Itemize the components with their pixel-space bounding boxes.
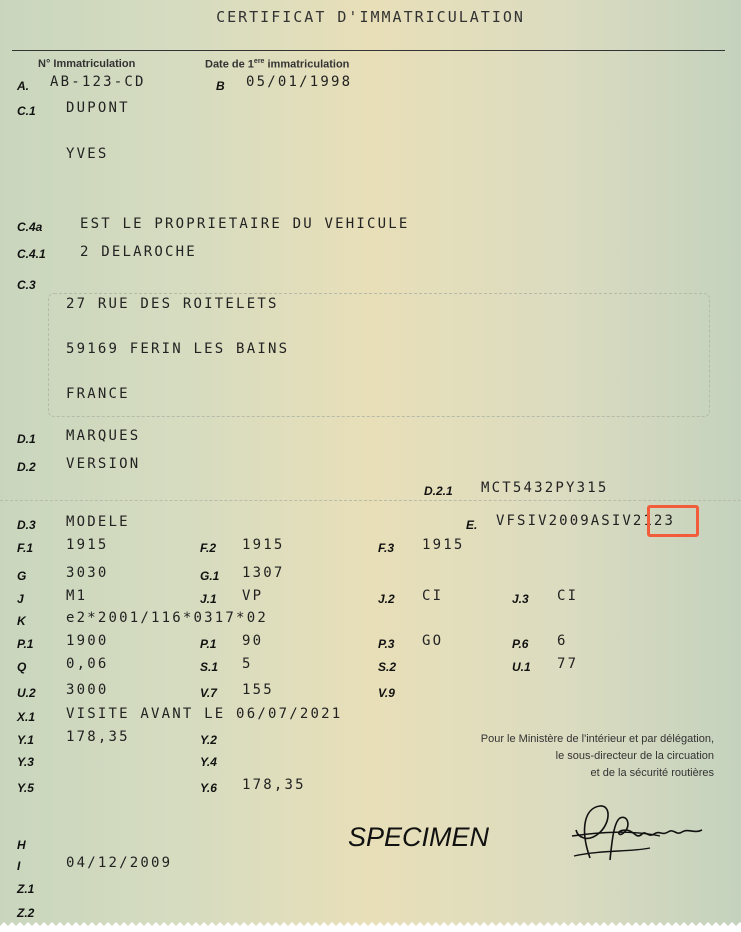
code-U1: U.1: [512, 660, 531, 674]
value-J: M1: [66, 588, 88, 604]
code-F1: F.1: [17, 541, 34, 555]
code-C3: C.3: [17, 278, 36, 292]
value-G1: 1307: [242, 565, 285, 581]
value-P1: 1900: [66, 633, 109, 649]
value-first-registration-date: 05/01/1998: [246, 74, 353, 90]
code-Y1: Y.1: [17, 733, 34, 747]
value-owner-count: 2 DELAROCHE: [80, 244, 197, 260]
value-X1: VISITE AVANT LE 06/07/2021: [66, 706, 343, 722]
code-Y2: Y.2: [200, 733, 217, 747]
code-J1: J.1: [200, 592, 217, 606]
code-F2: F.2: [200, 541, 217, 555]
code-G: G: [17, 569, 27, 583]
value-first-name: YVES: [66, 146, 109, 162]
code-S2: S.2: [378, 660, 397, 674]
ministry-line-1: Pour le Ministère de l'intérieur et par délégation,: [480, 733, 714, 745]
code-V9: V.9: [378, 686, 395, 700]
value-J3: CI: [557, 588, 579, 604]
code-S1: S.1: [200, 660, 219, 674]
highlight-box: [647, 505, 699, 537]
code-D1: D.1: [17, 432, 36, 446]
code-C41: C.4.1: [17, 247, 46, 261]
code-X1: X.1: [17, 710, 36, 724]
value-brand: MARQUES: [66, 428, 141, 444]
code-C1: C.1: [17, 104, 36, 118]
code-V7: V.7: [200, 686, 217, 700]
code-Z1: Z.1: [17, 882, 35, 896]
value-P3: GO: [422, 633, 444, 649]
code-D2: D.2: [17, 460, 36, 474]
section-divider: [0, 500, 741, 501]
value-S1: 5: [242, 656, 253, 672]
value-Q: 0,06: [66, 656, 109, 672]
code-E: E.: [466, 518, 478, 532]
code-Q: Q: [17, 660, 27, 674]
code-G1: G.1: [200, 569, 220, 583]
value-P6: 6: [557, 633, 568, 649]
value-P1-power: 90: [242, 633, 264, 649]
value-owner-statement: EST LE PROPRIETAIRE DU VEHICULE: [80, 216, 410, 232]
value-Y1: 178,35: [66, 729, 130, 745]
value-address-country: FRANCE: [66, 386, 130, 402]
label-immatriculation: N° Immatriculation: [38, 58, 136, 70]
code-P6: P.6: [512, 637, 529, 651]
code-I: I: [17, 859, 21, 873]
code-Y5: Y.5: [17, 781, 34, 795]
code-C4a: C.4a: [17, 220, 43, 234]
value-F2: 1915: [242, 537, 285, 553]
value-Y6: 178,35: [242, 777, 306, 793]
value-F3: 1915: [422, 537, 465, 553]
value-I: 04/12/2009: [66, 855, 173, 871]
value-vin: VFSIV2009ASIV2123: [496, 513, 675, 529]
ministry-delegation-text: [481, 731, 714, 782]
value-K: e2*2001/116*0317*02: [66, 610, 268, 626]
code-P1-power: P.1: [200, 637, 217, 651]
code-J: J: [17, 592, 24, 606]
code-Z2: Z.2: [17, 906, 35, 920]
code-H: H: [17, 838, 26, 852]
value-surname: DUPONT: [66, 100, 130, 116]
code-Y4: Y.4: [200, 755, 217, 769]
code-B: B: [216, 79, 225, 93]
value-model: MODELE: [66, 514, 130, 530]
value-U1: 77: [557, 656, 579, 672]
header-rule: [12, 50, 725, 51]
code-J3: J.3: [512, 592, 529, 606]
code-F3: F.3: [378, 541, 395, 555]
code-A: A.: [17, 79, 29, 93]
code-U2: U.2: [17, 686, 36, 700]
value-J2: CI: [422, 588, 444, 604]
value-vin-highlighted: 2123: [632, 513, 675, 529]
value-version: VERSION: [66, 456, 141, 472]
ministry-line-3: et de la sécurité routières: [590, 767, 714, 779]
value-address-street: 27 RUE DES ROITELETS: [66, 296, 279, 312]
value-U2: 3000: [66, 682, 109, 698]
value-V7: 155: [242, 682, 274, 698]
code-P1: P.1: [17, 637, 34, 651]
label-first-registration-date: Date de 1ere immatriculation: [205, 58, 350, 71]
code-D3: D.3: [17, 518, 36, 532]
torn-edge: [0, 920, 741, 932]
code-Y3: Y.3: [17, 755, 34, 769]
value-registration-number: AB-123-CD: [50, 74, 146, 90]
code-D21: D.2.1: [424, 484, 453, 498]
document-title: CERTIFICAT D'IMMATRICULATION: [216, 8, 525, 26]
signature-image: [570, 800, 710, 870]
value-F1: 1915: [66, 537, 109, 553]
ministry-line-2: le sous-directeur de la circuation: [555, 750, 714, 762]
code-J2: J.2: [378, 592, 395, 606]
value-address-city: 59169 FERIN LES BAINS: [66, 341, 290, 357]
value-type-code: MCT5432PY315: [481, 480, 609, 496]
code-K: K: [17, 614, 26, 628]
code-Y6: Y.6: [200, 781, 217, 795]
value-J1: VP: [242, 588, 264, 604]
code-P3: P.3: [378, 637, 395, 651]
specimen-watermark: SPECIMEN: [348, 822, 490, 852]
value-G: 3030: [66, 565, 109, 581]
